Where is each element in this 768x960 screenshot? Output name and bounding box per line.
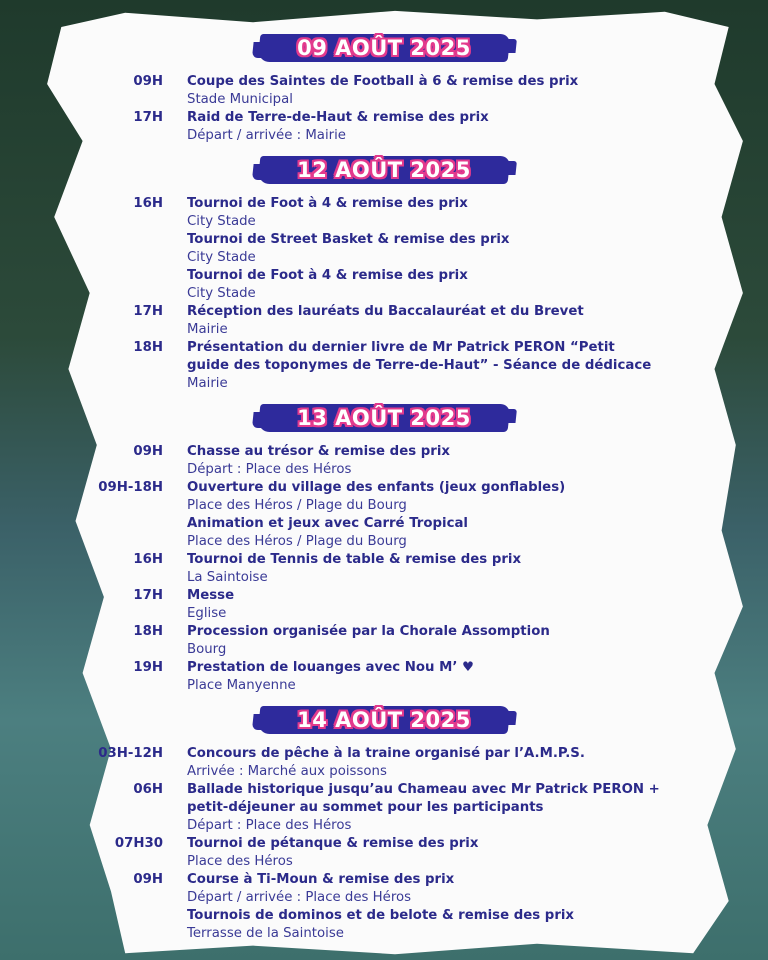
event-title: Messe [187, 588, 235, 603]
event-item [0, 303, 768, 339]
event-item [0, 515, 768, 551]
event-location: City Stade [187, 286, 256, 301]
event-location: Place Manyenne [187, 678, 296, 693]
event-time: 17H [133, 110, 163, 125]
event-location: La Saintoise [187, 570, 268, 585]
date-label: 14 AOÛT 2025 [297, 708, 471, 732]
event-time: 16H [133, 196, 163, 211]
date-header [0, 695, 768, 745]
event-title-cont: guide des toponymes de Terre-de-Haut” - Séance de dédicace [187, 358, 652, 373]
event-title: Raid de Terre-de-Haut & remise des prix [187, 110, 489, 125]
event-item [0, 745, 768, 781]
event-time: 18H [133, 340, 163, 355]
event-time [0, 907, 163, 943]
event-location: Départ / arrivée : Mairie [187, 128, 346, 143]
event-item [0, 231, 768, 267]
event-time: 07H30 [114, 836, 163, 851]
event-location: City Stade [187, 250, 256, 265]
event-title: Course à Ti-Moun & remise des prix [187, 872, 455, 887]
event-title: Tournoi de Foot à 4 & remise des prix [187, 196, 468, 211]
event-title-cont: petit-déjeuner au sommet pour les participants [187, 800, 544, 815]
event-title: Présentation du dernier livre de Mr Patrick PERON “Petit [187, 340, 615, 355]
event-item [0, 443, 768, 479]
event-time: 18H [133, 624, 163, 639]
event-title: Tournoi de Street Basket & remise des prix [187, 232, 510, 247]
event-title: Réception des lauréats du Baccalauréat et du Brevet [187, 304, 584, 319]
event-location: Départ / arrivée : Place des Héros [187, 890, 412, 905]
event-location: Mairie [187, 322, 228, 337]
event-time [0, 267, 163, 303]
event-time: 09H [133, 872, 163, 887]
event-title: Procession organisée par la Chorale Assomption [187, 624, 550, 639]
event-item [0, 659, 768, 695]
event-item [0, 339, 768, 393]
event-time: 16H [133, 552, 163, 567]
date-label: 12 AOÛT 2025 [297, 158, 471, 182]
event-item [0, 195, 768, 231]
heart-icon: ♥ [462, 660, 474, 675]
event-location: Arrivée : Marché aux poissons [187, 764, 387, 779]
event-time: 09H [133, 74, 163, 89]
event-location: Bourg [187, 642, 227, 657]
event-title: Tournoi de pétanque & remise des prix [187, 836, 479, 851]
event-time: 06H [133, 782, 163, 797]
event-location: Place des Héros / Plage du Bourg [187, 498, 407, 513]
date-label: 13 AOÛT 2025 [297, 406, 471, 430]
event-time [0, 231, 163, 267]
event-title: Concours de pêche à la traine organisé par l’A.M.P.S. [187, 746, 585, 761]
event-item [0, 73, 768, 109]
event-item [0, 267, 768, 303]
date-header [0, 393, 768, 443]
event-item [0, 623, 768, 659]
event-location: Départ : Place des Héros [187, 818, 352, 833]
event-item [0, 479, 768, 515]
event-location: Terrasse de la Saintoise [187, 926, 344, 941]
event-time: 19H [133, 660, 163, 675]
event-title: Tournoi de Foot à 4 & remise des prix [187, 268, 468, 283]
event-title: Ballade historique jusqu’au Chameau avec Mr Patrick PERON + [187, 782, 660, 797]
event-item [0, 109, 768, 145]
event-title: Prestation de louanges avec Nou M’ ♥ [187, 660, 474, 675]
event-location: Place des Héros / Plage du Bourg [187, 534, 407, 549]
event-item [0, 781, 768, 835]
date-label: 09 AOÛT 2025 [297, 36, 471, 60]
event-location: City Stade [187, 214, 256, 229]
event-time: 09H [133, 444, 163, 459]
event-title: Chasse au trésor & remise des prix [187, 444, 450, 459]
event-item [0, 871, 768, 907]
event-time: 03H-12H [98, 746, 163, 761]
event-location: Départ : Place des Héros [187, 462, 352, 477]
event-item [0, 907, 768, 943]
event-time: 17H [133, 588, 163, 603]
event-location: Eglise [187, 606, 227, 621]
event-location: Mairie [187, 376, 228, 391]
schedule [0, 23, 768, 943]
date-header [0, 23, 768, 73]
event-location: Place des Héros [187, 854, 293, 869]
event-location: Stade Municipal [187, 92, 293, 107]
event-time [0, 515, 163, 551]
event-item [0, 835, 768, 871]
event-item [0, 551, 768, 587]
event-title: Ouverture du village des enfants (jeux gonflables) [187, 480, 566, 495]
event-title: Coupe des Saintes de Football à 6 & remise des prix [187, 74, 579, 89]
event-item [0, 587, 768, 623]
event-title: Tournoi de Tennis de table & remise des prix [187, 552, 522, 567]
event-title: Animation et jeux avec Carré Tropical [187, 516, 468, 531]
date-header [0, 145, 768, 195]
event-time: 09H-18H [98, 480, 163, 495]
event-time: 17H [133, 304, 163, 319]
event-title: Tournois de dominos et de belote & remise des prix [187, 908, 575, 923]
